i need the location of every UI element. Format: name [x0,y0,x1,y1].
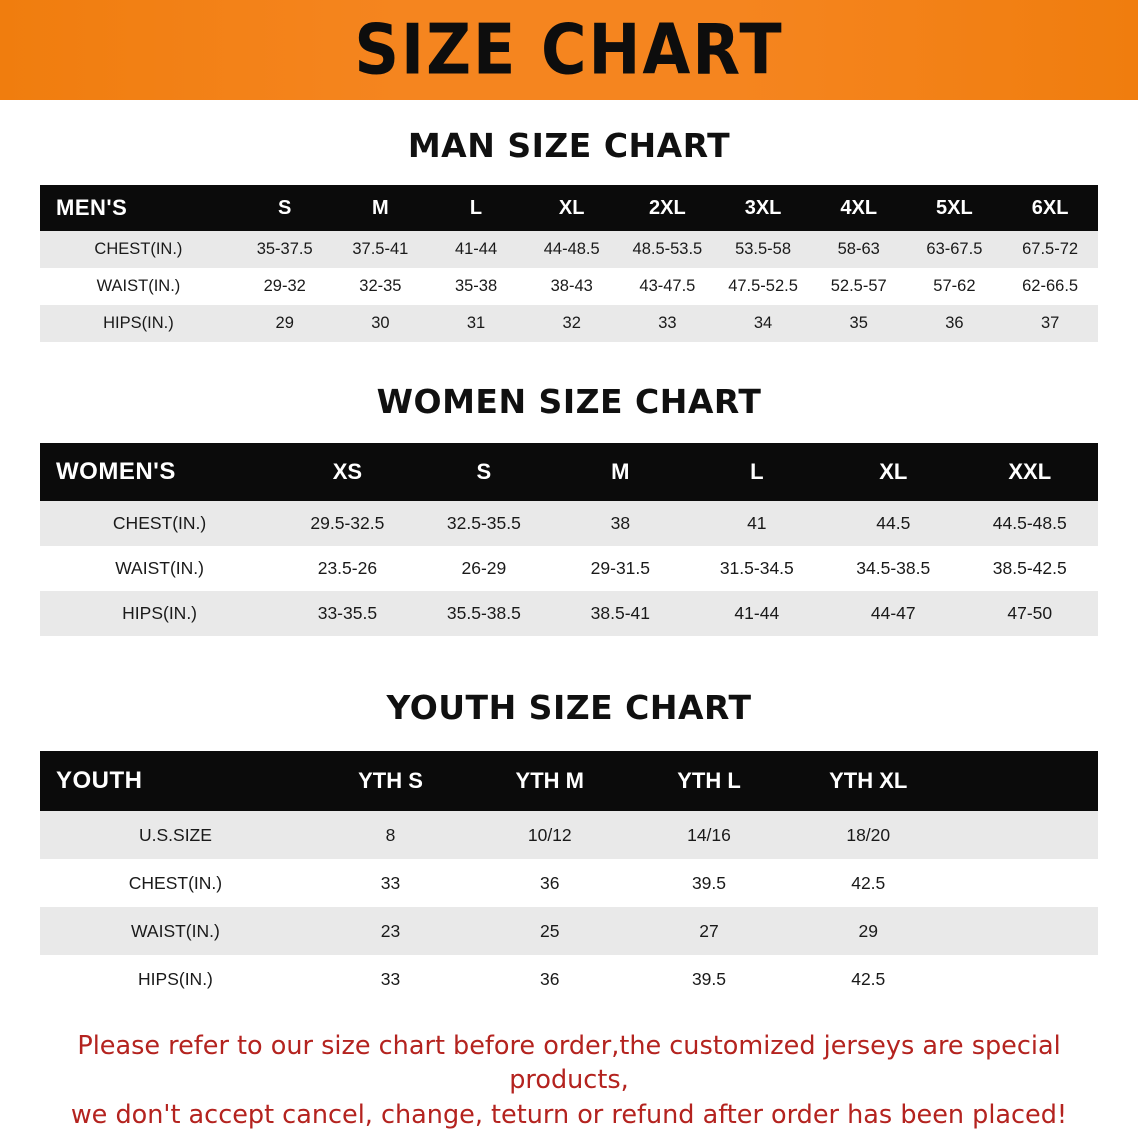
men-header-2xl: 2XL [620,185,716,231]
youth-hips-m: 36 [470,955,629,1003]
men-waist-5xl: 57-62 [907,268,1003,305]
youth-hips-l: 39.5 [629,955,788,1003]
youth-ussize-m: 10/12 [470,811,629,859]
table-row [40,305,1098,342]
youth-ussize-l: 14/16 [629,811,788,859]
women-hips-xs: 33-35.5 [279,591,415,636]
men-header-s: S [237,185,333,231]
men-row-label-waist: WAIST(IN.) [40,268,237,305]
women-header-xs: XS [279,443,415,501]
women-header-xxl: XXL [962,443,1098,501]
men-waist-m: 32-35 [333,268,429,305]
men-header-4xl: 4XL [811,185,907,231]
youth-ussize-spacer [948,811,1098,859]
page-title: SIZE CHART [354,8,784,91]
men-hips-3xl: 34 [715,305,811,342]
women-waist-l: 31.5-34.5 [689,546,825,591]
men-row-label-hips: HIPS(IN.) [40,305,237,342]
women-header-m: M [552,443,688,501]
women-hips-l: 41-44 [689,591,825,636]
women-header-l: L [689,443,825,501]
youth-header-l: YTH L [629,751,788,811]
youth-chest-s: 33 [311,859,470,907]
women-header-label: WOMEN'S [40,443,279,501]
youth-waist-m: 25 [470,907,629,955]
men-chest-l: 41-44 [428,231,524,268]
women-chest-s: 32.5-35.5 [416,501,552,546]
youth-header-xl: YTH XL [789,751,948,811]
men-header-xl: XL [524,185,620,231]
table-row [40,907,1098,955]
youth-chest-l: 39.5 [629,859,788,907]
men-waist-4xl: 52.5-57 [811,268,907,305]
youth-waist-xl: 29 [789,907,948,955]
youth-hips-xl: 42.5 [789,955,948,1003]
youth-row-label-ussize: U.S.SIZE [40,811,311,859]
men-header-6xl: 6XL [1002,185,1098,231]
women-header-s: S [416,443,552,501]
youth-chest-m: 36 [470,859,629,907]
women-table-header-row [40,443,1098,501]
table-row [40,955,1098,1003]
men-waist-s: 29-32 [237,268,333,305]
youth-waist-l: 27 [629,907,788,955]
women-row-label-chest: CHEST(IN.) [40,501,279,546]
youth-waist-s: 23 [311,907,470,955]
men-header-m: M [333,185,429,231]
women-row-label-hips: HIPS(IN.) [40,591,279,636]
man-section-title: MAN SIZE CHART [407,126,731,165]
men-waist-3xl: 47.5-52.5 [715,268,811,305]
youth-chest-xl: 42.5 [789,859,948,907]
women-hips-xxl: 47-50 [962,591,1098,636]
women-chest-xl: 44.5 [825,501,961,546]
women-chest-l: 41 [689,501,825,546]
women-waist-xl: 34.5-38.5 [825,546,961,591]
men-hips-4xl: 35 [811,305,907,342]
men-hips-2xl: 33 [620,305,716,342]
table-row [40,546,1098,591]
table-row [40,591,1098,636]
men-header-l: L [428,185,524,231]
men-header-3xl: 3XL [715,185,811,231]
page-content [0,126,1138,1132]
disclaimer-note [46,1029,1092,1132]
youth-row-label-waist: WAIST(IN.) [40,907,311,955]
men-chest-2xl: 48.5-53.5 [620,231,716,268]
women-chest-m: 38 [552,501,688,546]
men-hips-5xl: 36 [907,305,1003,342]
men-chest-m: 37.5-41 [333,231,429,268]
table-row [40,231,1098,268]
men-header-5xl: 5XL [907,185,1003,231]
men-header-label: MEN'S [40,185,237,231]
header-banner [0,0,1138,100]
men-chest-6xl: 67.5-72 [1002,231,1098,268]
women-header-xl: XL [825,443,961,501]
men-hips-l: 31 [428,305,524,342]
men-waist-l: 35-38 [428,268,524,305]
women-row-label-waist: WAIST(IN.) [40,546,279,591]
men-table-header-row [40,185,1098,231]
women-waist-xxl: 38.5-42.5 [962,546,1098,591]
youth-header-label: YOUTH [40,751,311,811]
youth-header-spacer [948,751,1098,811]
women-chest-xxl: 44.5-48.5 [962,501,1098,546]
table-row [40,501,1098,546]
youth-section-title: YOUTH SIZE CHART [386,688,752,727]
men-waist-xl: 38-43 [524,268,620,305]
youth-table-header-row [40,751,1098,811]
youth-row-label-chest: CHEST(IN.) [40,859,311,907]
youth-header-m: YTH M [470,751,629,811]
men-chest-xl: 44-48.5 [524,231,620,268]
women-section-title: WOMEN SIZE CHART [376,382,762,421]
women-waist-xs: 23.5-26 [279,546,415,591]
men-waist-6xl: 62-66.5 [1002,268,1098,305]
men-hips-s: 29 [237,305,333,342]
men-hips-m: 30 [333,305,429,342]
disclaimer-line-1: Please refer to our size chart before order,the customized jerseys are special products, [77,1031,1061,1096]
youth-header-s: YTH S [311,751,470,811]
youth-chest-spacer [948,859,1098,907]
women-waist-m: 29-31.5 [552,546,688,591]
men-chest-5xl: 63-67.5 [907,231,1003,268]
youth-ussize-xl: 18/20 [789,811,948,859]
table-row [40,268,1098,305]
women-hips-s: 35.5-38.5 [416,591,552,636]
youth-hips-s: 33 [311,955,470,1003]
youth-ussize-s: 8 [311,811,470,859]
women-hips-xl: 44-47 [825,591,961,636]
women-hips-m: 38.5-41 [552,591,688,636]
women-chest-xs: 29.5-32.5 [279,501,415,546]
table-row [40,811,1098,859]
women-waist-s: 26-29 [416,546,552,591]
youth-hips-spacer [948,955,1098,1003]
men-row-label-chest: CHEST(IN.) [40,231,237,268]
disclaimer-line-2: we don't accept cancel, change, teturn or refund after order has been placed! [70,1099,1068,1130]
men-hips-6xl: 37 [1002,305,1098,342]
men-chest-3xl: 53.5-58 [715,231,811,268]
table-row [40,859,1098,907]
men-chest-4xl: 58-63 [811,231,907,268]
men-hips-xl: 32 [524,305,620,342]
men-size-table [40,185,1098,342]
youth-waist-spacer [948,907,1098,955]
youth-size-table [40,751,1098,1003]
men-chest-s: 35-37.5 [237,231,333,268]
women-size-table [40,443,1098,636]
youth-row-label-hips: HIPS(IN.) [40,955,311,1003]
men-waist-2xl: 43-47.5 [620,268,716,305]
